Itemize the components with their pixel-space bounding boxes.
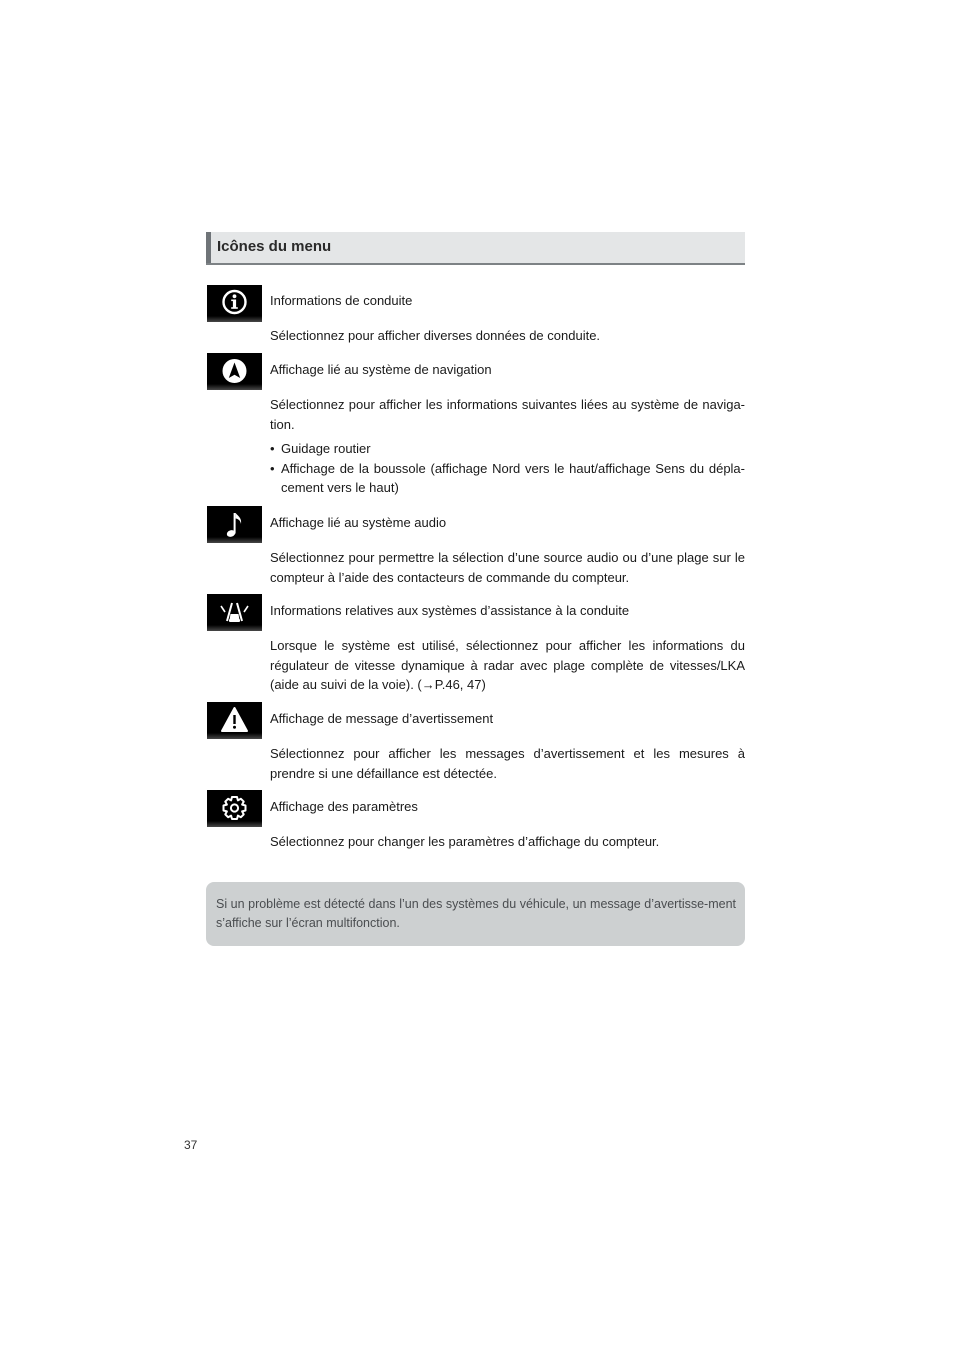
- note-box: Si un problème est détecté dans l’un des systèmes du véhicule, un message d’avertisse-ment s’affiche sur l’écran multifonction.: [206, 882, 745, 946]
- info-icon: [207, 285, 262, 322]
- section-header: [206, 232, 745, 265]
- item-title-audio: Affichage lié au système audio: [270, 515, 447, 530]
- navigation-arrow-icon: [207, 353, 262, 390]
- item-title-warning: Affichage de message d’avertissement: [270, 711, 494, 726]
- navigation-bullet-list: [270, 439, 745, 498]
- item-title-driving-info: Informations de conduite: [270, 293, 413, 308]
- item-description-driving-assist: Lorsque le système est utilisé, sélectionnez pour afficher les informations du régulateur de vitesse dynamique à radar avec plage complète de vitesses/LKA (aide au suivi de la voie). (→P.46, 47): [270, 638, 745, 692]
- section-title: Icônes du menu: [217, 238, 332, 255]
- warning-triangle-icon: [207, 702, 262, 739]
- item-title-driving-assist: Informations relatives aux systèmes d’assistance à la conduite: [270, 603, 630, 618]
- page-number: 37: [184, 1138, 198, 1152]
- item-description-driving-info: Sélectionnez pour afficher diverses données de conduite.: [270, 328, 601, 343]
- item-title-navigation: Affichage lié au système de navigation: [270, 362, 492, 377]
- section-header-bar: [206, 232, 211, 263]
- driving-assist-icon: [207, 594, 262, 631]
- item-title-settings: Affichage des paramètres: [270, 799, 418, 814]
- item-description-navigation: Sélectionnez pour afficher les informations suivantes liées au système de naviga-tion.: [270, 397, 745, 432]
- item-description-settings: Sélectionnez pour changer les paramètres d’affichage du compteur.: [270, 834, 660, 849]
- item-description-warning: Sélectionnez pour afficher les messages d’avertissement et les mesures à prendre si une défaillance est détectée.: [270, 746, 745, 781]
- music-note-icon: [207, 506, 262, 543]
- list-item: • Affichage de la boussole (affichage Nord vers le haut/affichage Sens du dépla-cement vers le haut): [270, 459, 745, 498]
- item-description-audio: Sélectionnez pour permettre la sélection d’une source audio ou d’une plage sur le compteur à l’aide des contacteurs de commande du compteur.: [270, 550, 745, 585]
- list-item: • Guidage routier: [270, 439, 745, 459]
- gear-icon: [207, 790, 262, 827]
